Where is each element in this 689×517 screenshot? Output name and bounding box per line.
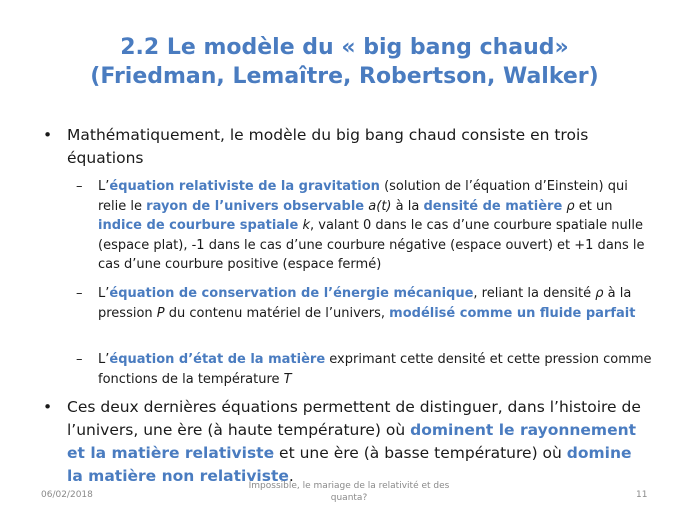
bullet-item-1: [43, 124, 643, 170]
highlight-term: dominent le rayonnement et la matière relativiste: [67, 421, 637, 462]
text-run: L’: [98, 179, 110, 194]
text-run: et un: [574, 198, 613, 214]
italic-symbol: a(t): [368, 198, 392, 214]
text-run: exprimant cette densité et cette pression comme fonctions de la température: [98, 352, 652, 387]
dash-marker: –: [76, 286, 83, 301]
bullet-text: Mathématiquement, le modèle du big bang chaud consiste en trois équations: [67, 126, 589, 167]
highlight-term: équation de conservation de l’énergie mécanique: [109, 286, 474, 301]
rho-symbol: ρ: [595, 286, 604, 301]
bullet-item-2: [43, 396, 643, 488]
highlight-term: équation d’état de la matière: [109, 352, 326, 367]
slide-title-line-2: (Friedman, Lemaître, Robertson, Walker): [90, 64, 599, 89]
text-run: Ces deux dernières équations permettent de distinguer, dans l’histoire de l’univers, une ère (à haute température) où: [67, 398, 641, 439]
text-run: , reliant la densité: [473, 286, 596, 301]
sub-bullet-item-3: [76, 350, 656, 389]
highlight-term: domine la matière non relativiste: [67, 444, 632, 485]
italic-symbol: k: [302, 218, 310, 233]
italic-symbol: T: [283, 371, 292, 387]
sub-bullet-text: [98, 350, 656, 389]
sub-bullet-item-2: [76, 284, 656, 323]
slide-number: 11: [636, 490, 648, 500]
highlight-term: rayon de l’univers observable: [146, 198, 365, 214]
highlight-term: équation relativiste de la gravitation: [109, 179, 380, 194]
slide-title-line-1: 2.2 Le modèle du « big bang chaud»: [120, 35, 569, 60]
highlight-term: modélisé comme un fluide parfait: [389, 305, 636, 321]
text-run: du contenu matériel de l’univers,: [164, 305, 390, 321]
text-run: à la: [391, 198, 424, 214]
sub-bullet-item-1: [76, 177, 656, 275]
italic-symbol: P: [156, 305, 165, 321]
dash-marker: –: [76, 352, 83, 367]
bullet-text: [67, 396, 643, 488]
text-run: .: [288, 467, 294, 485]
text-run: , valant 0 dans le cas d’une courbure spatiale nulle (espace plat), -1 dans le cas d’une courbure négative (espace ouvert) et +1 dans le cas d’une courbure positive (espace fermé): [98, 218, 645, 272]
text-run: L’: [98, 352, 110, 367]
sub-bullet-text: [98, 177, 656, 275]
sub-bullet-text: [98, 284, 656, 323]
bullet-marker: •: [43, 126, 53, 144]
bullet-marker: •: [43, 398, 53, 416]
text-run: L’: [98, 286, 110, 301]
rho-symbol: ρ: [566, 198, 575, 214]
footer-title: Impossible, le mariage de la relativité et des quanta?: [248, 481, 450, 503]
text-run: (solution de l’équation d’Einstein) qui relie le: [98, 179, 628, 214]
dash-marker: –: [76, 179, 83, 194]
text-run: et une ère (à basse température) où: [274, 444, 567, 462]
highlight-term: densité de matière: [423, 198, 563, 214]
highlight-term: indice de courbure spatiale: [98, 218, 299, 233]
footer-date: 06/02/2018: [41, 490, 93, 500]
text-run: à la pression: [98, 286, 632, 321]
